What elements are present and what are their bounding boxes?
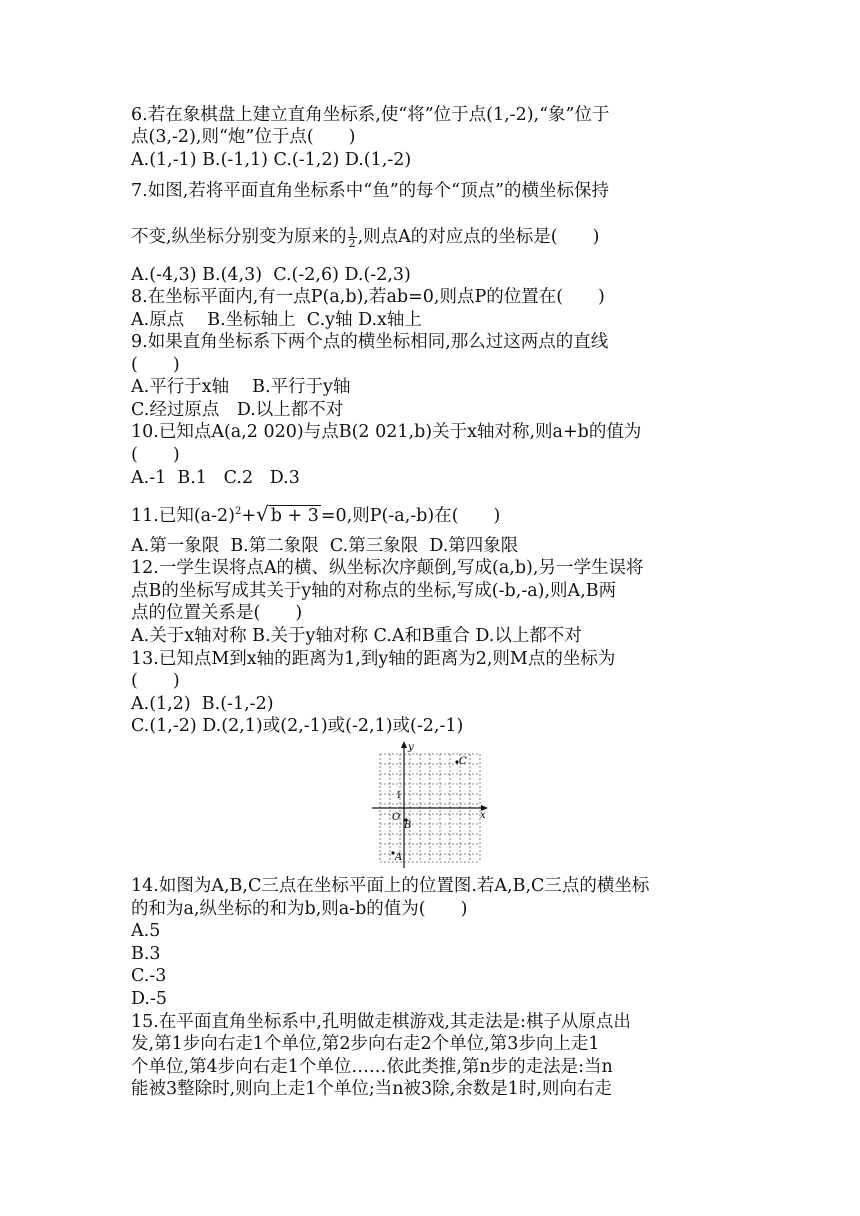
q9-line2: ( ) bbox=[131, 355, 180, 375]
x-axis-label: x bbox=[480, 810, 486, 821]
q12-line1: 12.一学生误将点A的横、纵坐标次序颠倒,写成(a,b),另一学生误将 bbox=[131, 558, 644, 578]
unit-tick-label: 1 bbox=[396, 791, 402, 801]
origin-label: O bbox=[392, 812, 401, 823]
q7-line1: 7.如图,若将平面直角坐标系中“鱼”的每个“顶点”的横坐标保持 bbox=[131, 181, 610, 201]
q11-before: 11.已知(a-2) bbox=[131, 506, 235, 526]
point-c-label: C bbox=[459, 756, 467, 767]
q13-line2: ( ) bbox=[131, 671, 180, 691]
q7-line2-after: ,则点A的对应点的坐标是( ) bbox=[357, 227, 600, 247]
q7-fraction-numerator: 1 bbox=[348, 225, 356, 238]
q15-line1: 15.在平面直角坐标系中,孔明做走棋游戏,其走法是:棋子从原点出 bbox=[131, 1012, 631, 1032]
q15-line4: 能被3整除时,则向上走1个单位;当n被3除,余数是1时,则向右走 bbox=[131, 1079, 612, 1099]
q7-fraction-denominator: 2 bbox=[348, 237, 356, 250]
q13-line1: 13.已知点M到x轴的距离为1,到y轴的距离为2,则M点的坐标为 bbox=[131, 649, 616, 669]
q8-line1: 8.在坐标平面内,有一点P(a,b),若ab=0,则点P的位置在( ) bbox=[131, 287, 605, 307]
q6-options: A.(1,-1) B.(-1,1) C.(-1,2) D.(1,-2) bbox=[131, 150, 412, 170]
q7-line2-before: 不变,纵坐标分别变为原来的 bbox=[131, 227, 347, 247]
q14-option-c: C.-3 bbox=[131, 966, 167, 986]
q8-options: A.原点 B.坐标轴上 C.y轴 D.x轴上 bbox=[131, 310, 422, 330]
radical-icon: √ bbox=[256, 502, 269, 526]
q7-line2 bbox=[131, 226, 599, 249]
q11-plus: + bbox=[241, 506, 257, 526]
y-axis-arrow-icon bbox=[401, 741, 407, 748]
y-axis-label: y bbox=[408, 742, 414, 753]
q12-line2: 点B的坐标写成其关于y轴的对称点的坐标,写成(-b,-a),则A,B两 bbox=[131, 581, 617, 601]
q14-line1: 14.如图为A,B,C三点在坐标平面上的位置图.若A,B,C三点的横坐标 bbox=[131, 876, 650, 896]
q15-line2: 发,第1步向右走1个单位,第2步向右走2个单位,第3步向上走1 bbox=[131, 1034, 600, 1054]
q6-line1: 6.若在象棋盘上建立直角坐标系,使“将”位于点(1,-2),“象”位于 bbox=[131, 105, 610, 125]
q9-options1: A.平行于x轴 B.平行于y轴 bbox=[131, 377, 351, 397]
q15-line3: 个单位,第4步向右走1个单位……依此类推,第n步的走法是:当n bbox=[131, 1057, 613, 1077]
q11-radicand: b + 3 bbox=[270, 506, 319, 526]
q13-options1: A.(1,2) B.(-1,-2) bbox=[131, 694, 274, 714]
coordinate-grid-figure bbox=[368, 738, 492, 870]
q12-options: A.关于x轴对称 B.关于y轴对称 C.A和B重合 D.以上都不对 bbox=[131, 626, 582, 646]
q14-option-a: A.5 bbox=[131, 921, 161, 941]
q13-options2: C.(1,-2) D.(2,1)或(2,-1)或(-2,1)或(-2,-1) bbox=[131, 716, 464, 736]
q14-line2: 的和为a,纵坐标的和为b,则a-b的值为( ) bbox=[131, 899, 468, 919]
q11-line1 bbox=[131, 501, 500, 527]
q10-line2: ( ) bbox=[131, 445, 180, 465]
q7-fraction bbox=[348, 226, 357, 249]
q10-line1: 10.已知点A(a,2 020)与点B(2 021,b)关于x轴对称,则a+b的值为 bbox=[131, 422, 642, 442]
q10-options: A.-1 B.1 C.2 D.3 bbox=[131, 468, 300, 488]
q11-after: =0,则P(-a,-b)在( ) bbox=[320, 506, 501, 526]
q9-options2: C.经过原点 D.以上都不对 bbox=[131, 400, 344, 420]
q14-option-d: D.-5 bbox=[131, 989, 168, 1009]
q9-line1: 9.如果直角坐标系下两个点的横坐标相同,那么过这两点的直线 bbox=[131, 332, 609, 352]
q12-line3: 点的位置关系是( ) bbox=[131, 603, 303, 623]
q11-superscript: 2 bbox=[234, 506, 242, 517]
q11-sqrt bbox=[256, 503, 321, 527]
point-b-label: B bbox=[404, 820, 412, 831]
q14-option-b: B.3 bbox=[131, 944, 161, 964]
q7-options: A.(-4,3) B.(4,3) C.(-2,6) D.(-2,3) bbox=[131, 265, 411, 285]
point-a-label: A bbox=[395, 852, 403, 863]
q6-line2: 点(3,-2),则“炮”位于点( ) bbox=[131, 127, 356, 147]
q11-options: A.第一象限 B.第二象限 C.第三象限 D.第四象限 bbox=[131, 536, 519, 556]
